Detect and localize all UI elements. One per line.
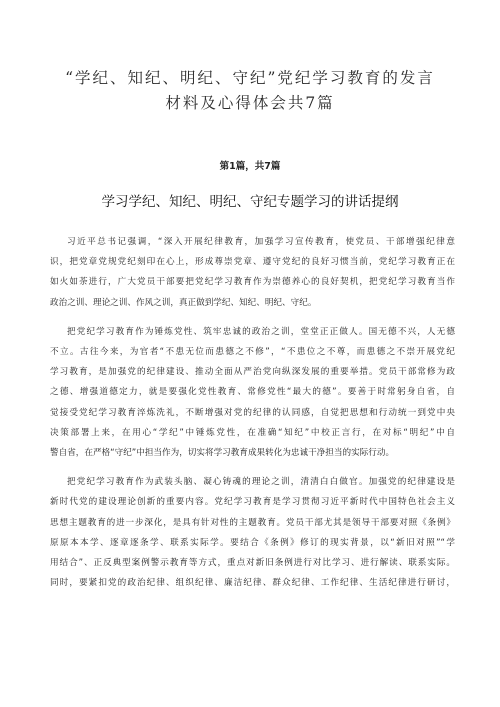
paragraph-line: 用结合”、正反典型案例警示教育等方式，重点对新旧条例进行对比学习、进行解读、联系实际。 <box>50 558 455 569</box>
paragraph-line: 之德、增强道德定力，就是要强化党性教育、常修党性“最大的德”。要善于时常躬身自省，自 <box>50 387 455 398</box>
paragraph-line: 如火如荼进行，广大党员干部要把党纪学习教育作为崇德养心的良好契机，把党纪学习教育当作 <box>50 277 455 288</box>
paragraph-line: 觉接受党纪学习教育淬炼洗礼，不断增强对党的纪律的认同感，自觉把思想和行动统一到党中央 <box>50 407 455 418</box>
chapter-label: 第1篇，共7篇 <box>219 161 281 172</box>
paragraph-line: 学习教育，是加强党的纪律建设、推动全面从严治党向纵深发展的重要举措。党员干部常修为政 <box>50 367 455 378</box>
document-body <box>50 232 455 602</box>
paragraph-line: 习近平总书记强调，“深入开展纪律教育，加强学习宣传教育，使党员、干部增强纪律意 <box>67 237 455 247</box>
section-title: 学习学纪、知纪、明纪、守纪专题学习的讲话提纲 <box>101 194 399 210</box>
paragraph-3 <box>50 472 455 593</box>
paragraph-line: 识，把党章党规党纪刻印在心上，形成尊崇党章、遵守党纪的良好习惯当前，党纪学习教育正在 <box>50 257 455 268</box>
paragraph-line: 把党纪学习教育作为武装头脑、凝心铸魂的理论之训，清清白白做官。加强党的纪律建设是 <box>67 477 455 488</box>
paragraph-line: 政治之训、理论之训、作风之训，真正做到学纪、知纪、明纪、守纪。 <box>50 297 317 308</box>
paragraph-line: 把党纪学习教育作为锤炼党性、筑牢忠诚的政治之训，堂堂正正做人。国无德不兴，人无德 <box>67 326 455 337</box>
document-title-line-2: 材料及心得体会共7篇 <box>165 94 335 112</box>
document-title-line-1: “学纪、知纪、明纪、守纪”党纪学习教育的发言 <box>65 69 435 87</box>
paragraph-line: 不立。古往今来，为官者“不患无位而患德之不修”，“不患位之不尊，而患德之不崇开展党纪 <box>50 347 455 358</box>
document-title <box>40 66 460 116</box>
paragraph-2 <box>50 322 455 463</box>
paragraph-1 <box>50 232 455 313</box>
paragraph-line: 决策部署上来，在用心“学纪”中锤炼党性，在准确“知纪”中校正言行，在对标“明纪”中自 <box>50 427 455 438</box>
paragraph-line: 同时，要紧扣党的政治纪律、组织纪律、廉洁纪律、群众纪律、工作纪律、生活纪律进行研讨， <box>50 578 455 589</box>
paragraph-line: 原原本本学、逐章逐条学、联系实际学。要结合《条例》修订的现实背景，以“新旧对照”“学 <box>50 537 455 548</box>
paragraph-line: 新时代党的建设理论创新的重要内容。党纪学习教育是学习贯彻习近平新时代中国特色社会主义 <box>50 497 455 508</box>
paragraph-line: 警自省，在严格“守纪”中担当作为，切实将学习教育成果转化为忠诚干净担当的实际行动。 <box>50 448 395 459</box>
paragraph-line: 思想主题教育的进一步深化，是具有针对性的主题教育。党员干部尤其是领导干部要对照《条例》 <box>50 517 455 528</box>
